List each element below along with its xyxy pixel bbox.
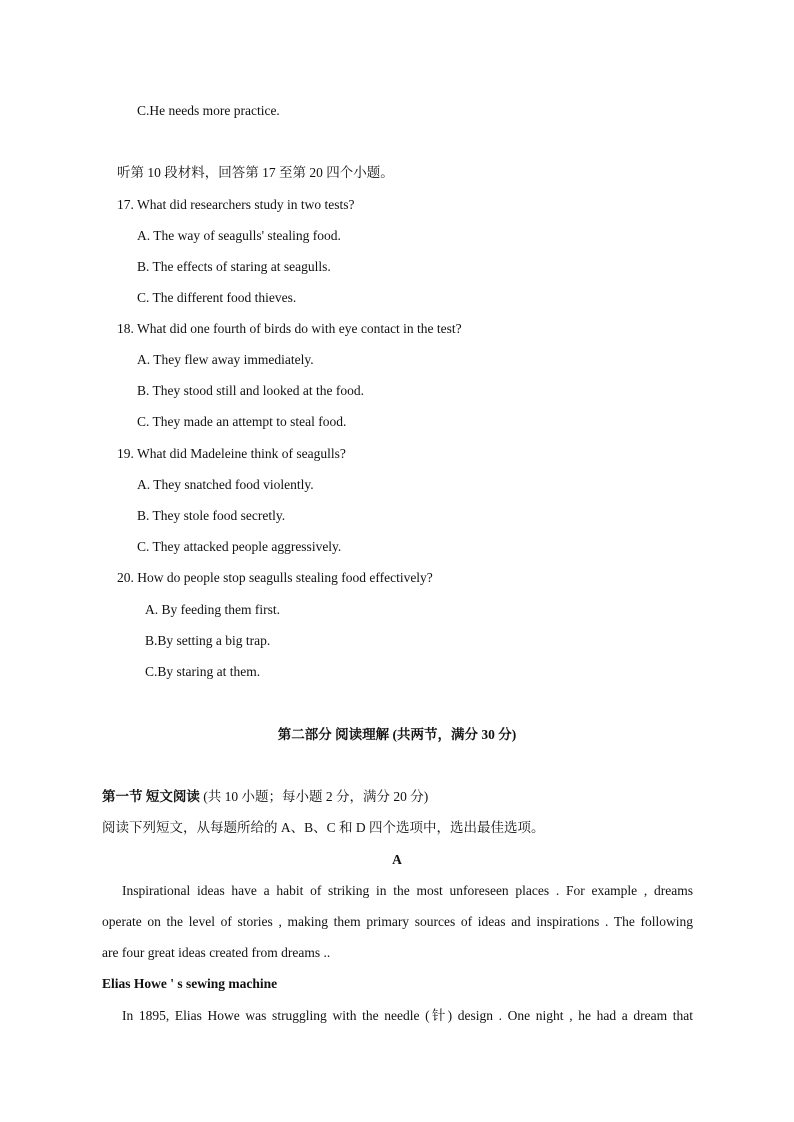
- question-20-option-c: C.By staring at them.: [145, 664, 261, 679]
- part-2-title: 第二部分 阅读理解 (共两节，满分 30 分): [277, 727, 517, 742]
- question-19-option-a: A. They snatched food violently.: [137, 477, 314, 492]
- question-20-stem: 20. How do people stop seagulls stealing food effectively?: [117, 570, 433, 585]
- question-17-stem: 17. What did researchers study in two tests?: [117, 197, 355, 212]
- passage-para-1-line-2: operate on the level of stories , making them primary sources of ideas and inspirations . The following: [102, 914, 693, 929]
- question-18-stem: 18. What did one fourth of birds do with eye contact in the test?: [117, 321, 462, 336]
- question-19-stem: 19. What did Madeleine think of seagulls?: [117, 446, 346, 461]
- section-1-title-rest: (共 10 小题；每小题 2 分，满分 20 分): [203, 789, 429, 804]
- passage-para-1-line-3: are four great ideas created from dreams ..: [102, 945, 331, 960]
- section-1-title: [102, 788, 428, 806]
- q16-option-c: C.He needs more practice.: [137, 103, 280, 118]
- question-20-option-a: A. By feeding them first.: [145, 602, 280, 617]
- section-10-instruction: 听第 10 段材料，回答第 17 至第 20 四个小题。: [117, 165, 394, 180]
- question-19-option-b: B. They stole food secretly.: [137, 508, 286, 523]
- question-18-option-a: A. They flew away immediately.: [137, 352, 314, 367]
- question-17-option-a: A. The way of seagulls' stealing food.: [137, 228, 341, 243]
- section-1-title-bold: 第一节 短文阅读: [102, 789, 200, 804]
- passage-para-1-line-1: Inspirational ideas have a habit of striking in the most unforeseen places . For example , dreams: [122, 883, 693, 898]
- section-1-instruction: 阅读下列短文，从每题所给的 A、B、C 和 D 四个选项中，选出最佳选项。: [102, 820, 545, 835]
- question-18-option-c: C. They made an attempt to steal food.: [137, 414, 347, 429]
- passage-heading: Elias Howe ' s sewing machine: [102, 976, 278, 991]
- question-17-option-b: B. The effects of staring at seagulls.: [137, 259, 331, 274]
- question-17-option-c: C. The different food thieves.: [137, 290, 297, 305]
- question-18-option-b: B. They stood still and looked at the food.: [137, 383, 364, 398]
- passage-para-2-line-1: In 1895, Elias Howe was struggling with the needle (针) design . One night , he had a dream that: [122, 1008, 693, 1023]
- question-19-option-c: C. They attacked people aggressively.: [137, 539, 342, 554]
- question-20-option-b: B.By setting a big trap.: [145, 633, 271, 648]
- passage-label: A: [392, 852, 402, 867]
